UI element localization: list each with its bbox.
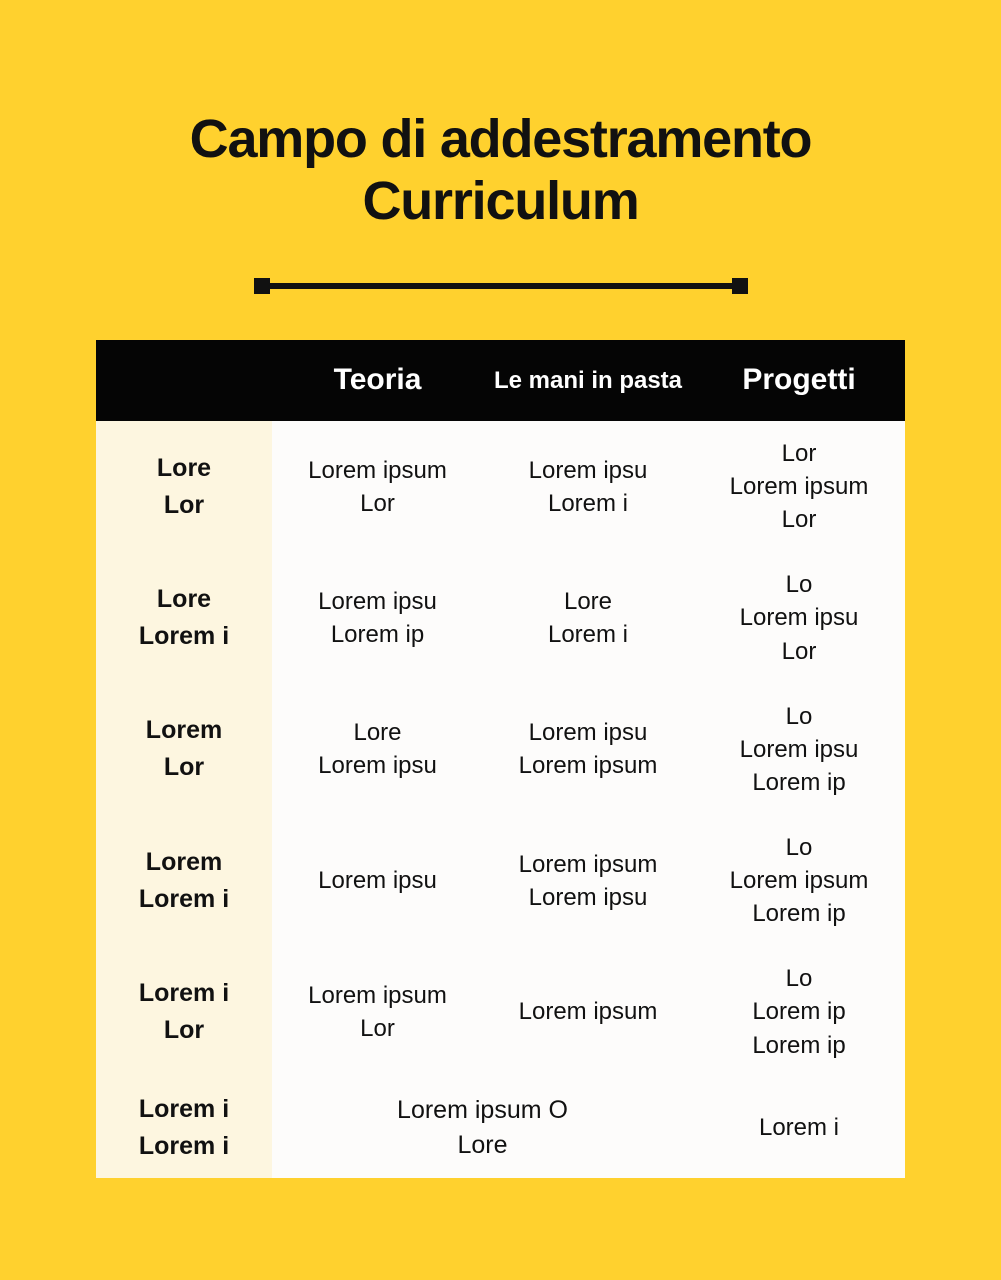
row-header-cell xyxy=(96,1078,272,1178)
cell-line: Lorem ipsum xyxy=(729,867,869,895)
cell-line: Lorem ipsum xyxy=(308,456,447,484)
cell-line: Lorem i xyxy=(547,489,629,517)
curriculum-table xyxy=(96,340,905,1178)
cell-line: Lorem ipsum xyxy=(518,998,658,1026)
table-cell xyxy=(693,946,905,1077)
table-cell xyxy=(483,421,693,552)
row-header-cell xyxy=(96,815,272,946)
row-header-line: Lorem i xyxy=(138,1131,230,1160)
row-header-cell xyxy=(96,421,272,552)
cell-line: Lorem ipsum xyxy=(518,850,658,878)
cell-line: Lo xyxy=(785,833,813,861)
cell-line: Lorem i xyxy=(758,1114,840,1142)
table-cell xyxy=(693,552,905,683)
cell-line: Lorem ipsum xyxy=(729,473,869,501)
cell-line: Lor xyxy=(360,1014,395,1042)
row-header-line: Lore xyxy=(156,584,212,613)
table-cell xyxy=(272,421,483,552)
row-header-cell xyxy=(96,684,272,815)
row-header-line: Lorem xyxy=(145,716,223,745)
cell-line: Lorem ip xyxy=(752,900,846,928)
cell-line: Lorem i xyxy=(547,620,629,648)
row-header-line: Lorem xyxy=(145,847,223,876)
table-cell xyxy=(483,552,693,683)
table-cell xyxy=(693,421,905,552)
column-header-le-mani-in-pasta-label: Le mani in pasta xyxy=(493,366,683,394)
row-header-cell xyxy=(96,946,272,1077)
table-cell xyxy=(272,1078,693,1178)
cell-line: Lorem ip xyxy=(752,1031,846,1059)
cell-line: Lorem ip xyxy=(752,998,846,1026)
cell-line: Lorem ip xyxy=(330,620,425,648)
column-header-blank xyxy=(96,340,272,421)
divider-bar xyxy=(260,283,742,289)
cell-line: Lo xyxy=(785,571,813,599)
divider-cap-right-icon xyxy=(732,278,748,294)
row-header-line: Lorem i xyxy=(138,1094,230,1123)
header-row xyxy=(96,340,905,421)
table-cell xyxy=(272,552,483,683)
row-header-line: Lorem i xyxy=(138,884,230,913)
curriculum-grid xyxy=(96,340,905,1178)
cell-line: Lo xyxy=(785,702,813,730)
cell-line: Lorem ipsum O xyxy=(397,1096,568,1125)
barbell-divider xyxy=(254,278,748,294)
cell-line: Lorem ipsu xyxy=(318,587,437,615)
cell-line: Lorem ipsum xyxy=(308,981,447,1009)
cell-line: Lorem ipsu xyxy=(318,867,437,895)
table-header xyxy=(96,340,905,421)
page-title xyxy=(0,108,1001,232)
cell-line: Lorem ipsu xyxy=(318,752,437,780)
table-row xyxy=(96,815,905,946)
cell-line: Lorem ipsum xyxy=(518,752,658,780)
cell-line: Lore xyxy=(457,1130,508,1159)
column-header-teoria xyxy=(272,340,483,421)
table-cell xyxy=(483,684,693,815)
cell-line: Lorem ipsu xyxy=(528,456,648,484)
cell-line: Lor xyxy=(781,506,817,534)
table-row xyxy=(96,421,905,552)
table-cell xyxy=(693,684,905,815)
cell-line: Lorem ipsu xyxy=(739,735,859,763)
row-header-line: Lorem i xyxy=(138,978,230,1007)
table-row xyxy=(96,946,905,1077)
row-header-line: Lorem i xyxy=(138,621,230,650)
table-cell xyxy=(693,1078,905,1178)
page-title-line-2: Curriculum xyxy=(362,171,639,231)
row-header-line: Lor xyxy=(163,490,205,519)
cell-line: Lor xyxy=(360,489,395,517)
row-header-line: Lor xyxy=(163,753,205,782)
table-body xyxy=(96,421,905,1178)
column-header-le-mani-in-pasta xyxy=(483,340,693,421)
cell-line: Lor xyxy=(781,440,817,467)
page-title-line-1: Campo di addestramento xyxy=(189,109,812,169)
table-cell xyxy=(693,815,905,946)
cell-line: Lorem ipsu xyxy=(528,719,648,747)
cell-line: Lorem ipsu xyxy=(528,883,648,911)
row-header-line: Lor xyxy=(163,1015,205,1044)
cell-line: Lorem ipsu xyxy=(739,604,859,632)
table-row xyxy=(96,684,905,815)
table-cell xyxy=(483,946,693,1077)
table-cell xyxy=(272,946,483,1077)
table-cell xyxy=(272,815,483,946)
table-row xyxy=(96,552,905,683)
cell-line: Lore xyxy=(353,719,402,747)
cell-line: Lo xyxy=(785,965,813,993)
cell-line: Lore xyxy=(563,587,613,615)
cell-line: Lor xyxy=(781,637,817,665)
row-header-cell xyxy=(96,552,272,683)
column-header-teoria-label: Teoria xyxy=(333,363,422,397)
row-header-line: Lore xyxy=(156,453,212,482)
table-row xyxy=(96,1078,905,1178)
table-cell xyxy=(272,684,483,815)
cell-line: Lorem ip xyxy=(752,768,846,796)
column-header-progetti xyxy=(693,340,905,421)
column-header-progetti-label: Progetti xyxy=(742,363,856,397)
table-cell xyxy=(483,815,693,946)
